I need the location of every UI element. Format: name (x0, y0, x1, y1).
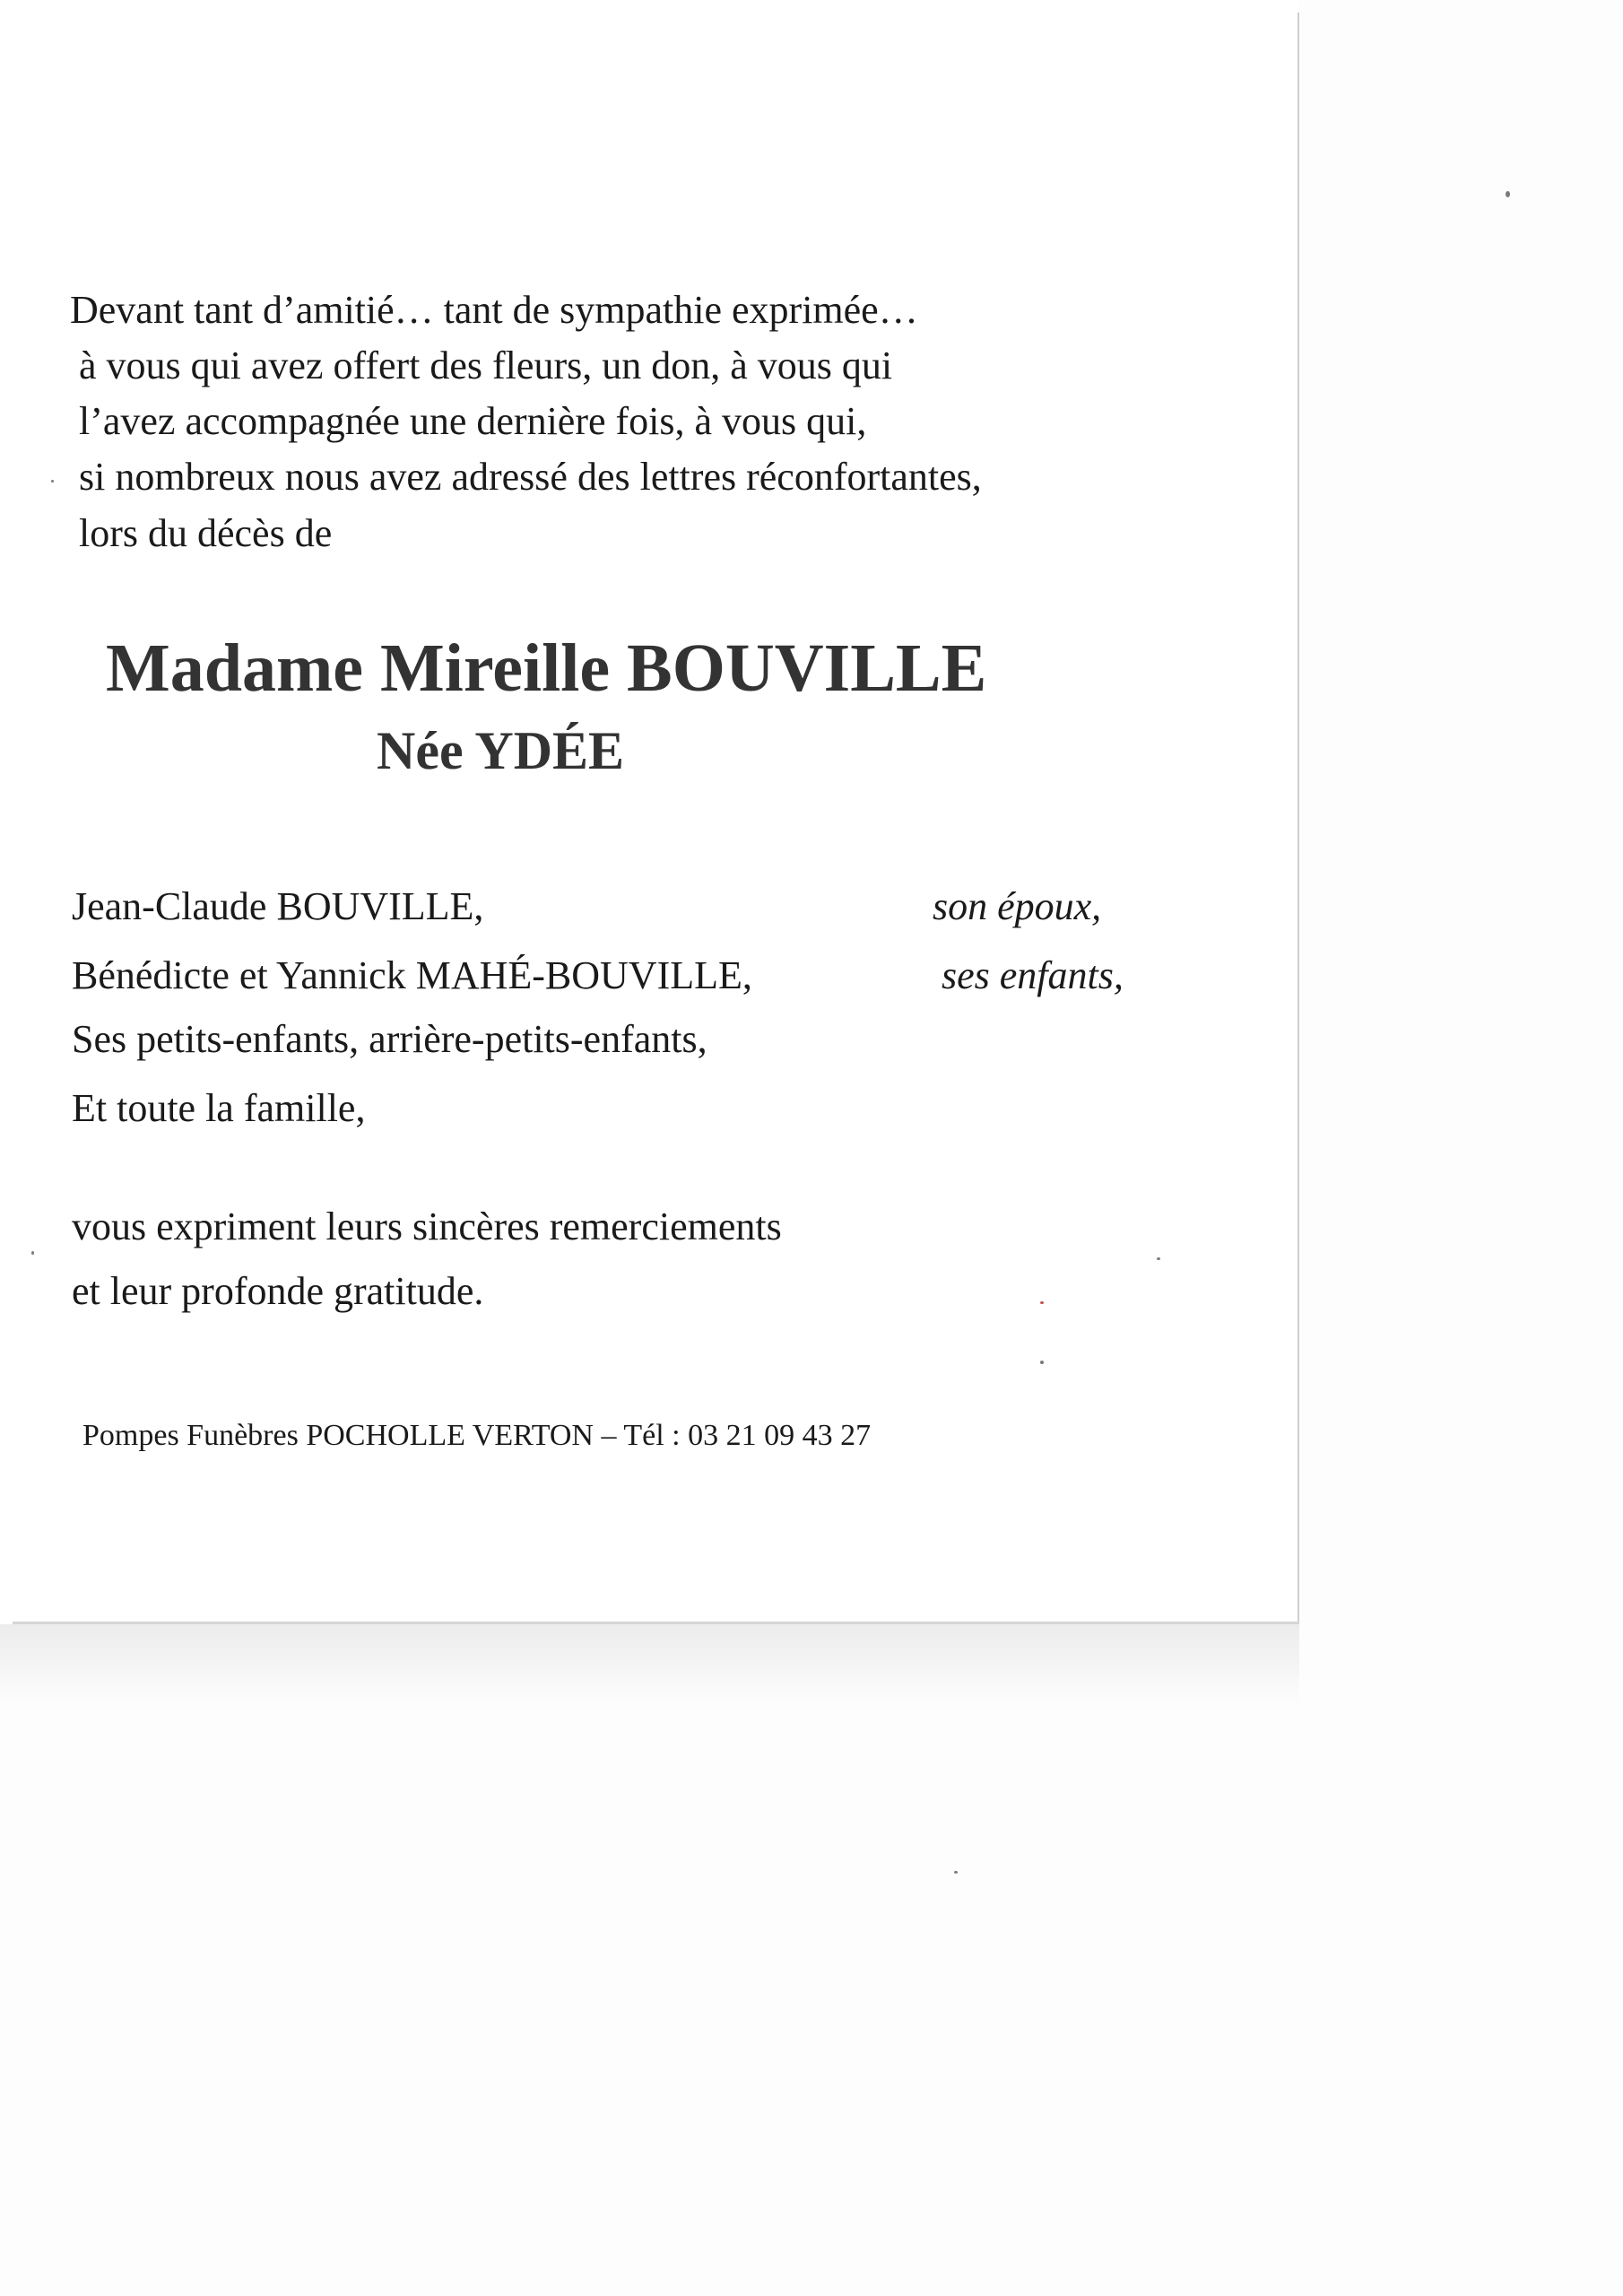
funeral-home-footer: Pompes Funèbres POCHOLLE VERTON – Tél : 03 21 09 43 27 (82, 1419, 872, 1452)
deceased-name: Madame Mireille BOUVILLE (106, 631, 987, 706)
deceased-birth-name: Née YDÉE (377, 721, 625, 780)
scan-speck (51, 480, 54, 483)
intro-line-2: à vous qui avez offert des fleurs, un don, à vous qui (79, 344, 893, 387)
card-right-edge (1298, 13, 1299, 1623)
intro-line-4: si nombreux nous avez adressé des lettres réconfortantes, (79, 455, 982, 499)
family-member-grandchildren: Ses petits-enfants, arrière-petits-enfants, (72, 1017, 707, 1061)
scan-speck (954, 1871, 958, 1874)
thanks-line-1: vous expriment leurs sincères remerciements (72, 1205, 782, 1248)
card-shadow (0, 1624, 1299, 1705)
scan-speck (1157, 1257, 1160, 1260)
family-member-spouse: Jean-Claude BOUVILLE, (72, 884, 484, 928)
scan-speck (1506, 191, 1510, 197)
scan-speck (1040, 1361, 1044, 1364)
intro-line-1: Devant tant d’amitié… tant de sympathie exprimée… (70, 288, 918, 332)
thanks-line-2: et leur profonde gratitude. (72, 1269, 484, 1313)
family-member-whole-family: Et toute la famille, (72, 1086, 366, 1130)
scan-speck (31, 1251, 34, 1255)
family-member-children: Bénédicte et Yannick MAHÉ-BOUVILLE, (72, 953, 752, 997)
family-role-children: ses enfants, (942, 953, 1124, 997)
intro-line-3: l’avez accompagnée une dernière fois, à vous qui, (79, 399, 867, 443)
scan-speck (1040, 1301, 1044, 1304)
intro-line-5: lors du décès de (79, 511, 333, 555)
family-role-spouse: son époux, (933, 884, 1102, 928)
